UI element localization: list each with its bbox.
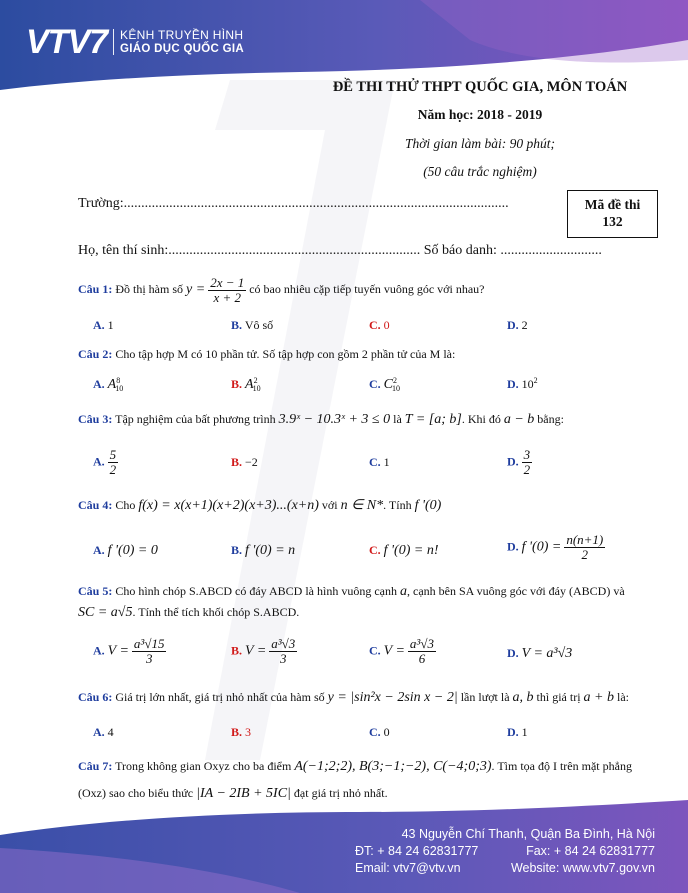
q5-option-b[interactable]: B. V = $\frac{\text{a³√3}}{3}$ [231, 636, 296, 666]
footer-website[interactable]: Website: www.vtv7.gov.vn [510, 861, 655, 875]
question-4-label: Câu 4: [78, 498, 113, 512]
q4-option-c[interactable]: C. f '(0) = n! [369, 543, 439, 558]
question-5-label: Câu 5: [78, 584, 113, 598]
footer-phone: ĐT: + 84 24 62831777 [355, 844, 479, 858]
q6-option-c[interactable]: C. 0 [369, 725, 390, 739]
q1-option-b[interactable]: B. Vô số [231, 318, 274, 332]
question-1-fraction: $\frac{2x - 1}{x + 2}$ [210, 274, 245, 305]
exam-title: ĐỀ THI THỬ THPT QUỐC GIA, MÔN TOÁN [332, 79, 628, 95]
q4-option-a[interactable]: A. f '(0) = 0 [93, 543, 158, 558]
candidate-name: Họ, tên thí sinh:........................................................................ [78, 243, 421, 258]
q3-option-d[interactable]: D. $\frac{3}{2}$ [507, 447, 531, 477]
logo-text [120, 28, 244, 56]
q4-option-b[interactable]: B. f '(0) = n [231, 543, 296, 558]
candidate-number: Số báo danh: ............................. [423, 243, 602, 258]
q2-option-b[interactable]: B. $A^2_{10}$ [231, 376, 261, 394]
q6-option-d[interactable]: D. 1 [507, 725, 528, 739]
candidate-name-field [78, 243, 602, 259]
q3-option-c[interactable]: C. 1 [369, 455, 390, 469]
question-5: Câu 5: Cho hình chóp S.ABCD có đáy ABCD là hình vuông cạnh a, cạnh bên SA vuông góc với đáy (ABCD) và SC = a√5. Tính thể tích khối chóp S.ABCD. [78, 584, 625, 620]
exam-question-count: (50 câu trắc nghiệm) [423, 164, 537, 179]
q5-option-a[interactable]: A. V = $\frac{\text{a³√15}}{3}$ [93, 636, 165, 666]
q2-option-d[interactable]: D. $10^2$ [507, 376, 538, 391]
footer-email[interactable]: Email: vtv7@vtv.vn [355, 861, 461, 875]
logo-mark: VTV7 [26, 23, 108, 61]
question-3-label: Câu 3: [78, 412, 113, 426]
question-2 [78, 345, 668, 363]
question-1-text: Đồ thị hàm số [115, 282, 184, 296]
q6-option-a[interactable]: A. 4 [93, 725, 114, 739]
logo-line1: KÊNH TRUYỀN HÌNH [120, 28, 244, 42]
q1-option-c[interactable]: C. 0 [369, 318, 390, 332]
question-6: Câu 6: Giá trị lớn nhất, giá trị nhỏ nhất của hàm số y = |sin²x − 2sin x − 2| lần lượt là a, b thì giá trị a + b là: [78, 690, 629, 705]
footer-address: 43 Nguyễn Chí Thanh, Quận Ba Đình, Hà Nội [401, 827, 655, 841]
question-1-label: Câu 1: [78, 282, 113, 296]
question-4: Câu 4: Cho f(x) = x(x+1)(x+2)(x+3)...(x+n) với n ∈ N*. Tính f '(0) [78, 498, 442, 513]
q2-option-a[interactable]: A. $A^8_{10}$ [93, 376, 124, 394]
school-field: Trường:.............................................................................................................. [78, 196, 509, 211]
footer-email-row [355, 860, 655, 877]
q3-option-a[interactable]: A. $\frac{5}{2}$ [93, 447, 117, 477]
exam-code-value: 132 [602, 214, 623, 229]
exam-year: Năm học: 2018 - 2019 [417, 107, 543, 122]
question-1-text-end: có bao nhiêu cặp tiếp tuyến vuông góc với nhau? [249, 282, 485, 296]
footer-fax: Fax: + 84 24 62831777 [526, 844, 655, 858]
logo-line2: GIÁO DỤC QUỐC GIA [120, 43, 244, 55]
question-6-label: Câu 6: [78, 690, 113, 704]
exam-time: Thời gian làm bài: 90 phút; [404, 136, 556, 151]
footer-contact [355, 826, 655, 877]
exam-code-label: Mã đề thi [584, 197, 641, 212]
q2-option-c[interactable]: C. $C^2_{10}$ [369, 376, 401, 394]
q3-option-b[interactable]: B. −2 [231, 455, 258, 469]
q5-option-c[interactable]: C. V = $\frac{\text{a³√3}}{6}$ [369, 636, 434, 666]
exam-code-box [567, 190, 658, 238]
question-7: Câu 7: Trong không gian Oxyz cho ba điểm A(−1;2;2), B(3;−1;−2), C(−4;0;3). Tìm tọa độ I trên mặt phẳng (Oxz) sao cho biểu thức |IA − 2IB + 5IC| đạt giá trị nhỏ nhất. [78, 759, 632, 801]
q1-option-d[interactable]: D. 2 [507, 318, 528, 332]
question-1-math: y = [186, 282, 206, 297]
question-1 [78, 272, 668, 307]
q4-option-d[interactable]: D. f '(0) = $\frac{n(n+1)}{2}$ [507, 532, 604, 562]
question-2-text: Cho tập hợp M có 10 phần tử. Số tập hợp con gồm 2 phần tử của M là: [115, 347, 456, 361]
vtv7-logo [26, 24, 244, 60]
logo-divider [113, 29, 114, 55]
footer-phone-row [355, 843, 655, 860]
question-7-label: Câu 7: [78, 759, 113, 773]
q5-option-d[interactable]: D. V = a³√3 [507, 646, 573, 661]
q6-option-b[interactable]: B. 3 [231, 725, 252, 739]
question-3: Câu 3: Tập nghiệm của bất phương trình 3.9ˣ − 10.3ˣ + 3 ≤ 0 là T = [a; b]. Khi đó a − b bằng: [78, 412, 564, 427]
q1-option-a[interactable]: A. 1 [93, 318, 114, 332]
question-2-label: Câu 2: [78, 347, 113, 361]
